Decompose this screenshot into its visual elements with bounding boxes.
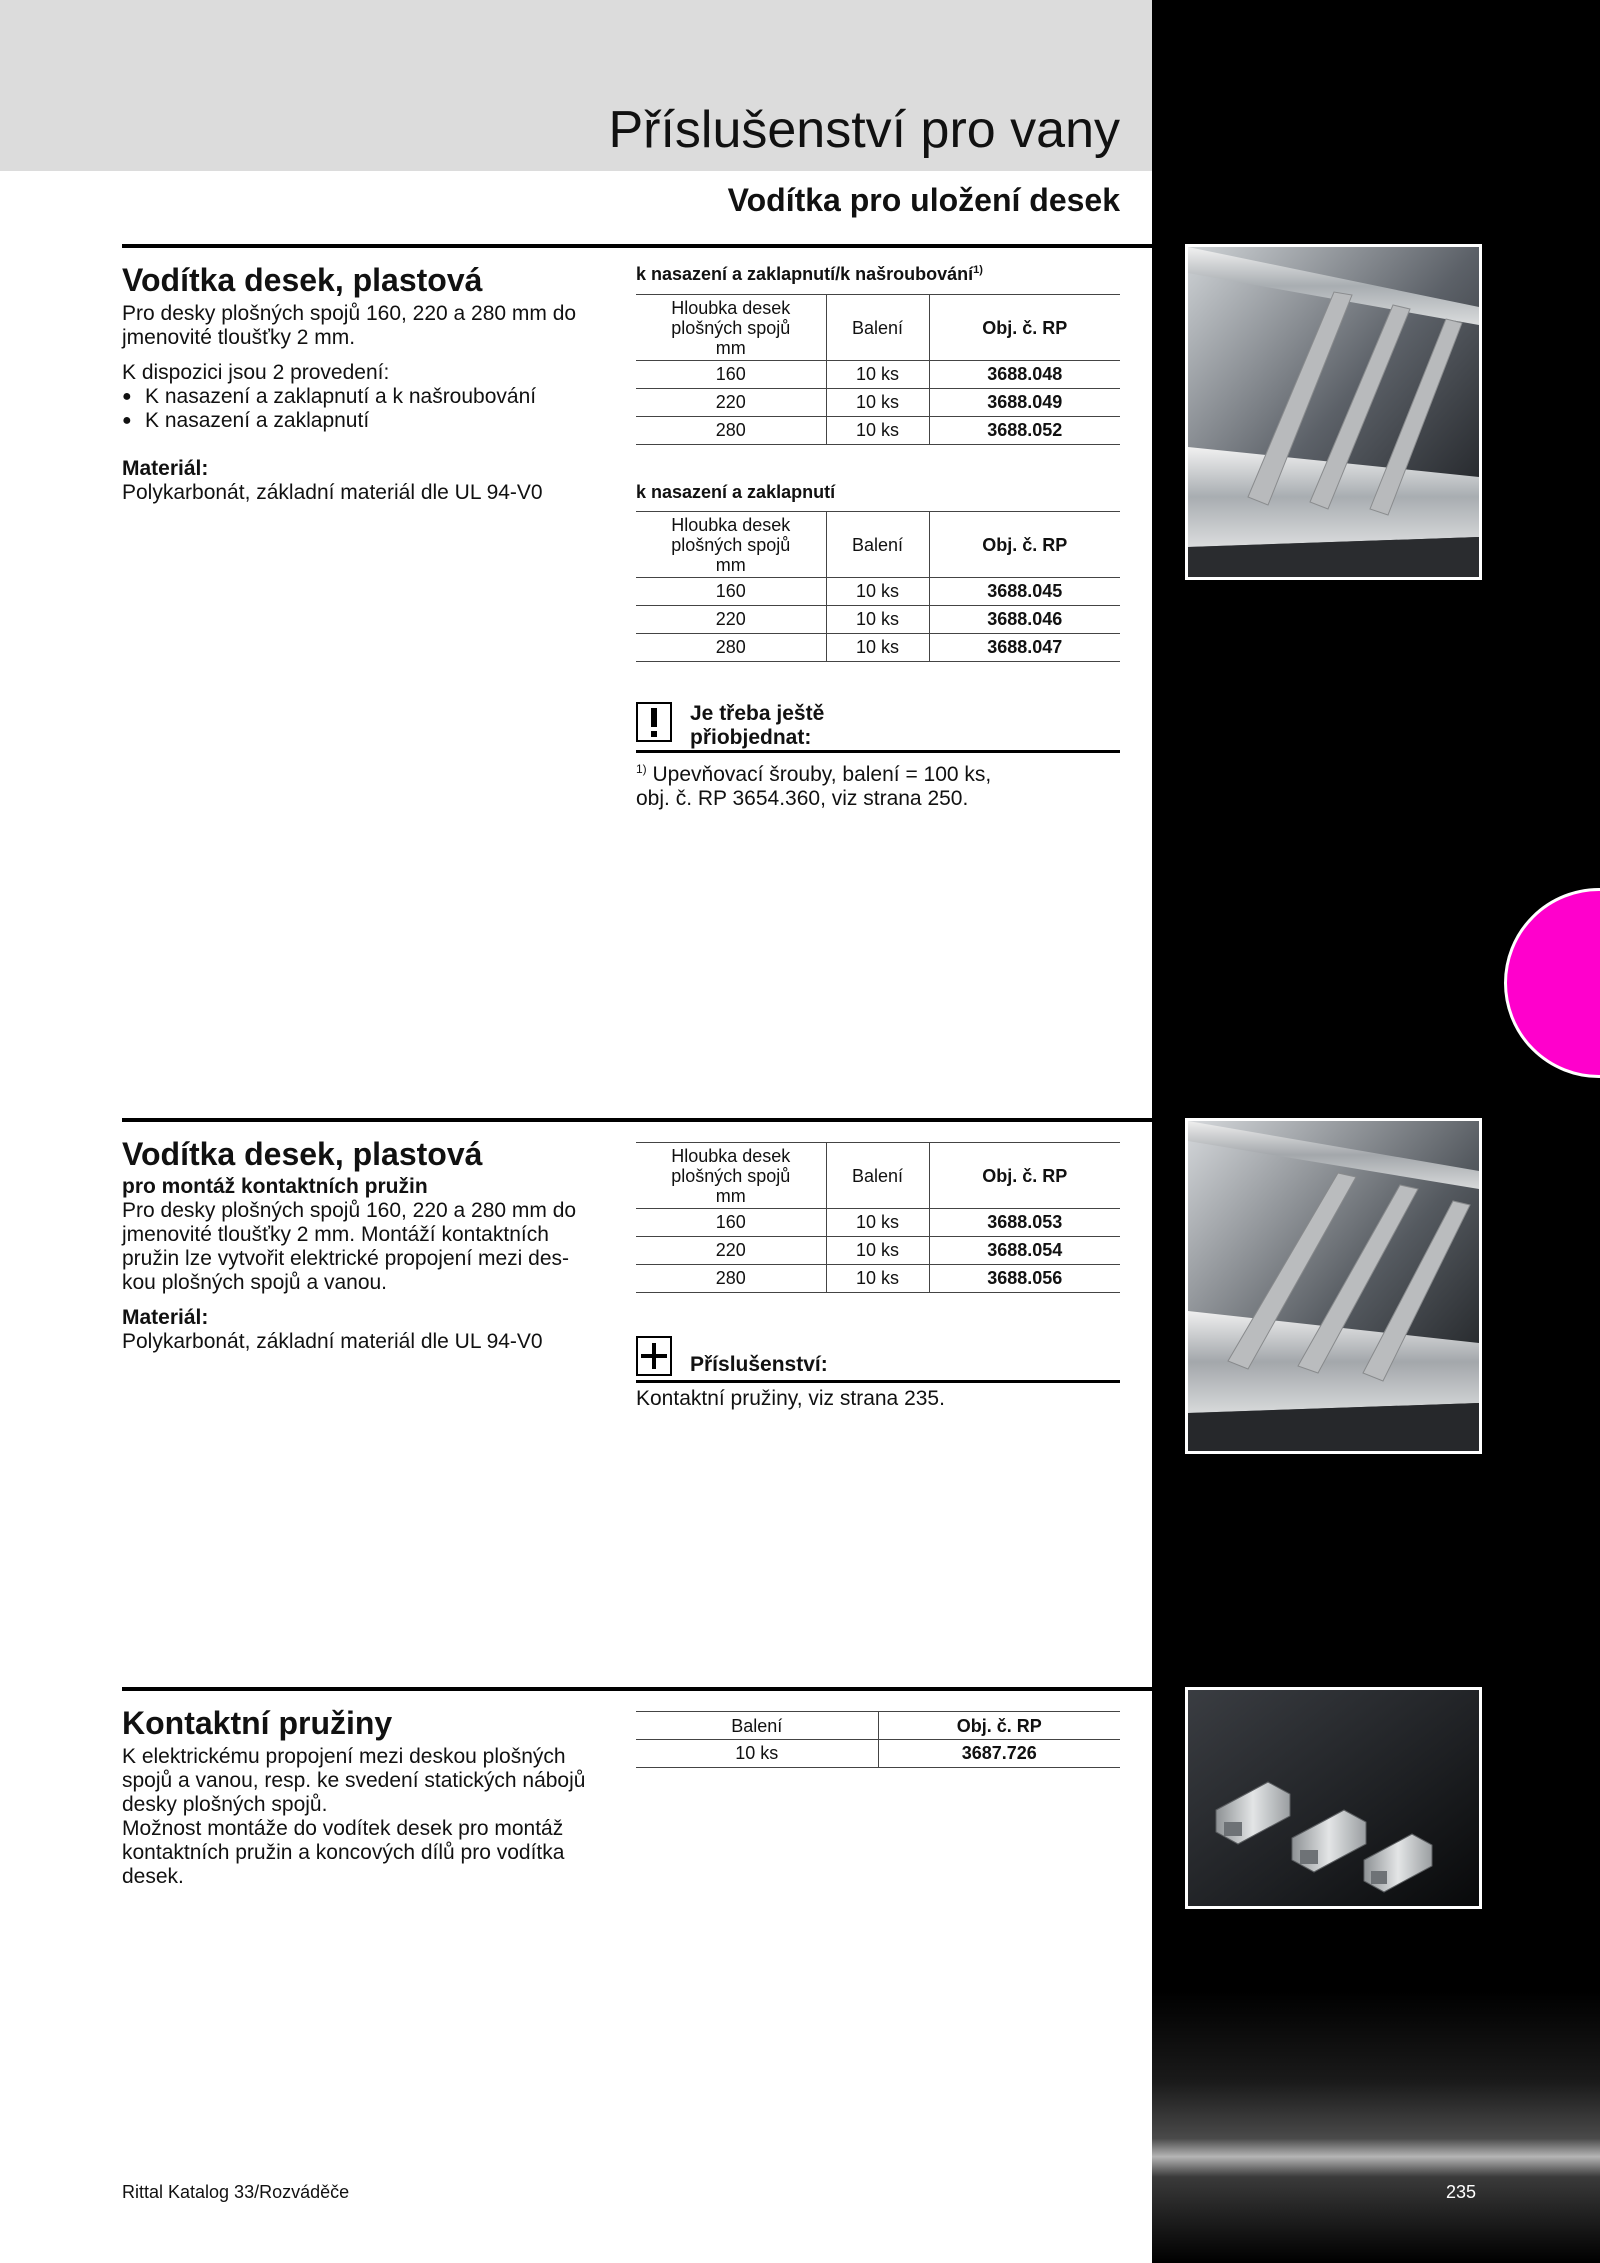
product-photo-guide-rails xyxy=(1185,244,1482,580)
text-line: jmenovité tloušťky 2 mm. Montáží kontaktních xyxy=(122,1223,549,1246)
table-caption: k nasazení a zaklapnutí/k našroubování$^{1)}$ xyxy=(636,264,983,284)
table-row: 160 10 ks 3688.048 xyxy=(636,361,1120,389)
note-heading: Je třeba ještě přiobjednat: xyxy=(690,702,825,749)
table-row: 280 10 ks 3688.047 xyxy=(636,634,1120,662)
product-photo-guide-rails-contact xyxy=(1185,1118,1482,1454)
material-text: Polykarbonát, základní materiál dle UL 94-V0 xyxy=(122,481,543,504)
text-line: K elektrickému propojení mezi deskou plošných xyxy=(122,1745,566,1768)
footnote-ref: 1) xyxy=(973,264,983,276)
section-title: Vodítka desek, plastová xyxy=(122,1136,483,1172)
variants-label: K dispozici jsou 2 provedení: xyxy=(122,361,390,384)
section-description xyxy=(122,302,602,505)
spec-table xyxy=(636,511,1120,662)
footnote-mark: 1) xyxy=(636,762,647,776)
column-header: Obj. č. RP xyxy=(929,295,1120,361)
table-header-row xyxy=(636,512,1120,578)
spec-table xyxy=(636,1711,1120,1768)
page-subtitle: Vodítka pro uložení desek xyxy=(727,182,1120,218)
exclamation-icon xyxy=(636,702,672,742)
table-row: 10 ks 3687.726 xyxy=(636,1740,1120,1768)
section-title: Vodítka desek, plastová xyxy=(122,262,483,298)
column-header: Balení xyxy=(636,1712,878,1740)
page-number: 235 xyxy=(1446,2182,1477,2202)
text-line: desky plošných spojů. xyxy=(122,1793,328,1816)
section-divider xyxy=(122,1687,1152,1691)
page-title: Příslušenství pro vany xyxy=(608,101,1120,159)
table-header-row xyxy=(636,295,1120,361)
note-divider xyxy=(636,750,1120,753)
footer-catalog: Rittal Katalog 33/Rozváděče xyxy=(122,2182,350,2202)
column-header: Hloubka desek plošných spojů mm xyxy=(636,295,826,361)
text-line: Možnost montáže do vodítek desek pro montáž xyxy=(122,1817,564,1840)
list-item: ● K nasazení a zaklapnutí xyxy=(122,409,602,433)
table-row: 280 10 ks 3688.056 xyxy=(636,1265,1120,1293)
column-header: Obj. č. RP xyxy=(929,512,1120,578)
section-divider xyxy=(122,244,1152,248)
text-line: pružin lze vytvořit elektrické propojení mezi des- xyxy=(122,1247,570,1270)
section-description xyxy=(122,1175,602,1354)
material-label: Materiál: xyxy=(122,1306,209,1329)
accessory-heading: Příslušenství: xyxy=(690,1353,828,1376)
material-text: Polykarbonát, základní materiál dle UL 94-V0 xyxy=(122,1330,543,1353)
section-subtitle: pro montáž kontaktních pružin xyxy=(122,1175,428,1198)
material-label: Materiál: xyxy=(122,457,209,480)
table-row: 280 10 ks 3688.052 xyxy=(636,417,1120,445)
section-description xyxy=(122,1745,602,1889)
spec-table xyxy=(636,1142,1120,1293)
text-line: kontaktních pružin a koncových dílů pro vodítka xyxy=(122,1841,565,1864)
table-row: 220 10 ks 3688.054 xyxy=(636,1237,1120,1265)
note-text: $^{1)}$ Upevňovací šrouby, balení = 100 ks, obj. č. RP 3654.360, viz strana 250. xyxy=(636,762,992,810)
product-photo-contact-springs xyxy=(1185,1687,1482,1909)
column-header: Obj. č. RP xyxy=(929,1143,1120,1209)
intro-line: Pro desky plošných spojů 160, 220 a 280 mm do xyxy=(122,302,577,325)
intro-line: jmenovité tloušťky 2 mm. xyxy=(122,326,356,349)
table-header-row xyxy=(636,1712,1120,1740)
table-row: 160 10 ks 3688.045 xyxy=(636,578,1120,606)
plus-icon xyxy=(636,1336,672,1376)
table-row: 220 10 ks 3688.049 xyxy=(636,389,1120,417)
column-header: Balení xyxy=(826,1143,929,1209)
section-divider xyxy=(122,1118,1152,1122)
spec-table xyxy=(636,294,1120,445)
variants-list xyxy=(122,385,602,433)
text-line: kou plošných spojů a vanou. xyxy=(122,1271,388,1294)
section-title: Kontaktní pružiny xyxy=(122,1705,393,1741)
note-divider xyxy=(636,1380,1120,1383)
column-header: Obj. č. RP xyxy=(878,1712,1120,1740)
accessory-text: Kontaktní pružiny, viz strana 235. xyxy=(636,1387,945,1410)
column-header: Hloubka desek plošných spojů mm xyxy=(636,512,826,578)
accessory-note xyxy=(636,1336,1120,1416)
column-header: Balení xyxy=(826,295,929,361)
list-item: ● K nasazení a zaklapnutí a k našroubování xyxy=(122,385,602,409)
table-header-row xyxy=(636,1143,1120,1209)
column-header: Balení xyxy=(826,512,929,578)
column-header: Hloubka desek plošných spojů mm xyxy=(636,1143,826,1209)
text-line: spojů a vanou, resp. ke svedení statických nábojů xyxy=(122,1769,586,1792)
order-note xyxy=(636,702,1120,812)
table-row: 220 10 ks 3688.046 xyxy=(636,606,1120,634)
text-line: Pro desky plošných spojů 160, 220 a 280 mm do xyxy=(122,1199,577,1222)
table-row: 160 10 ks 3688.053 xyxy=(636,1209,1120,1237)
table-caption: k nasazení a zaklapnutí xyxy=(636,482,836,502)
text-line: desek. xyxy=(122,1865,184,1888)
